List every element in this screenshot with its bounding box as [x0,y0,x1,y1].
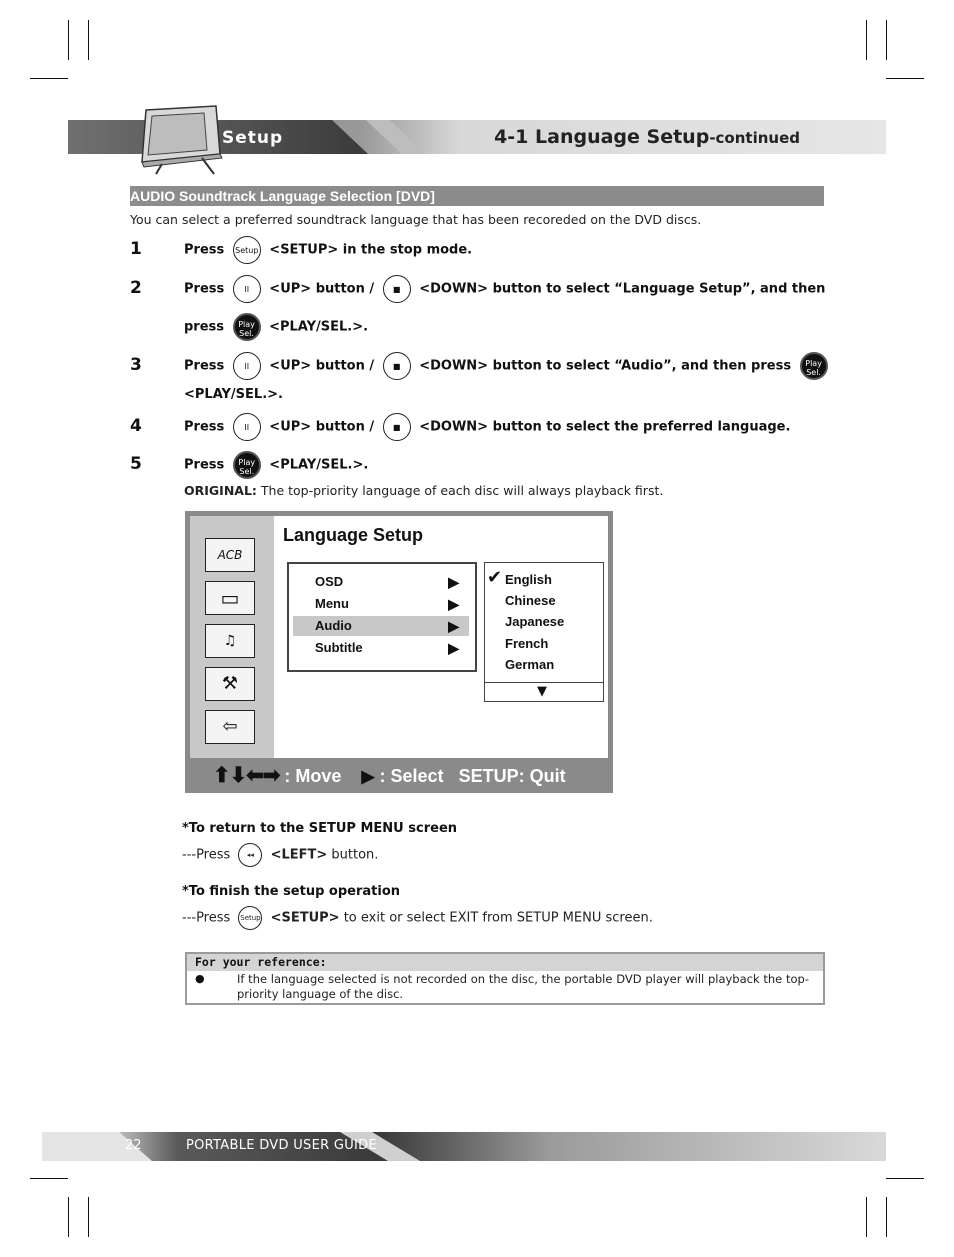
step-text: <DOWN> button to select “Audio”, and then press [419,358,792,374]
reference-title: For your reference: [187,954,823,971]
crop-mark [68,1197,69,1237]
list-divider [485,682,603,683]
step-text: <DOWN> button to select the preferred language. [419,419,791,435]
language-icon: ACB [205,538,255,572]
original-note [184,483,663,498]
step-number: 3 [130,355,142,375]
note-key: <LEFT> [270,847,328,863]
finish-note-heading: *To finish the setup operation [182,884,401,899]
crop-mark [30,78,68,79]
reference-box [185,952,825,1005]
step-text: Press [184,242,225,258]
language-item: German [505,657,555,672]
language-list [484,562,604,702]
step-text: <UP> button / [269,281,375,297]
crop-mark [866,20,867,60]
step-text: Press [184,457,225,473]
note-text: ---Press [182,910,231,926]
sel-label: Sel. [239,329,254,338]
note-text: to exit or select EXIT from SETUP MENU screen. [343,910,653,926]
menu-item-label: Audio [315,618,352,633]
chapter-title [494,126,800,148]
crop-mark [88,20,89,60]
step-text: press [184,319,225,335]
up-button-icon: II [233,352,261,380]
dvd-player-icon [132,104,224,176]
setup-button-icon: Setup [238,906,262,930]
tools-icon: ⚒ [205,667,255,701]
crop-mark [886,78,924,79]
step-text: <PLAY/SEL.>. [269,457,369,473]
menu-item-osd [293,572,469,592]
step-number: 4 [130,416,142,436]
down-button-icon: ■ [383,275,411,303]
up-button-icon: II [233,275,261,303]
step-text: <SETUP> in the stop mode. [269,242,473,258]
step-2-line [184,275,825,303]
menu-arrow-icon: ▶ [448,574,459,590]
step-text: <UP> button / [269,358,375,374]
language-item: English [505,572,552,587]
play-sel-button-icon [233,313,261,341]
menu-item-label: Menu [315,596,349,611]
return-note-line [182,843,378,867]
play-label: Play [238,458,256,467]
play-label: Play [238,320,255,329]
sel-label: Sel. [239,467,255,476]
menu-arrow-icon: ▶ [448,640,459,656]
select-label: : Select [379,766,444,786]
bullet-icon: ● [195,972,205,985]
step-text: Press [184,358,225,374]
crop-mark [886,1197,887,1237]
step-number: 2 [130,278,142,298]
menu-item-menu [293,594,469,614]
language-item: French [505,636,549,651]
section-heading: AUDIO Soundtrack Language Selection [DVD] [130,186,824,206]
menu-arrow-icon: ▶ [448,596,459,612]
original-label: ORIGINAL: [184,483,257,498]
osd-sidebar [190,516,274,758]
reference-text: If the language selected is not recorded on the disc, the portable DVD player will playback the top-priority language of the disc. [237,972,809,1001]
play-sel-button-icon [800,352,828,380]
setup-button-icon: Setup [233,236,261,264]
intro-text: You can select a preferred soundtrack language that has been recoreded on the DVD discs. [130,212,702,227]
crop-mark [886,1178,924,1179]
footer-band [42,1132,886,1161]
menu-item-audio [293,616,469,636]
crop-mark [886,20,887,60]
crop-mark [866,1197,867,1237]
osd-screen [190,516,608,758]
note-key: <SETUP> [270,910,340,926]
return-note-heading: *To return to the SETUP MENU screen [182,821,458,836]
osd-menu [287,562,477,672]
step-4-line [184,413,790,441]
step-text: <UP> button / [269,419,375,435]
step-2-line-2 [184,313,368,341]
original-text: The top-priority language of each disc will always playback first. [260,483,664,498]
exit-icon: ⇦ [205,710,255,744]
step-3-line [184,352,832,380]
step-number: 1 [130,239,142,259]
screen-icon: ▭ [205,581,255,615]
language-item: Japanese [505,614,565,629]
play-sel-button-icon [233,451,261,479]
note-text: ---Press [182,847,231,863]
quit-label: SETUP: Quit [458,766,566,786]
crop-mark [30,1178,68,1179]
step-5-line [184,451,368,479]
footer-title: PORTABLE DVD USER GUIDE [186,1138,378,1153]
play-label: Play [805,359,822,368]
scroll-down-icon: ▼ [537,684,547,699]
osd-illustration [185,511,613,793]
step-text: Press [184,281,225,297]
chapter-title-main: 4-1 Language Setup [494,126,710,148]
step-3-line-2 [184,387,283,402]
left-button-icon: ◂◂ [238,843,262,867]
direction-arrows-icon: ⬆⬇⬅➡ [213,764,280,787]
crop-mark [88,1197,89,1237]
section-label: Setup [222,128,284,148]
step-text: Press [184,419,225,435]
sel-label: Sel. [806,368,821,377]
menu-item-label: Subtitle [315,640,363,655]
language-item: Chinese [505,593,556,608]
down-button-icon: ■ [383,413,411,441]
select-arrow-icon: ▶ [361,767,375,786]
chapter-title-suffix: -continued [709,129,800,147]
step-text: <PLAY/SEL.>. [269,319,369,335]
menu-item-subtitle [293,638,469,658]
step-text: <DOWN> button to select “Language Setup”, and then [419,281,826,297]
step-text: <PLAY/SEL.>. [184,387,283,402]
finish-note-line [182,906,653,930]
page-number: 22 [125,1138,142,1153]
menu-item-label: OSD [315,574,344,589]
menu-arrow-icon: ▶ [448,618,459,634]
osd-footer [213,763,566,788]
down-button-icon: ■ [383,352,411,380]
move-label: : Move [284,766,342,786]
crop-mark [68,20,69,60]
osd-title: Language Setup [283,525,424,545]
step-1-line [184,236,472,264]
up-button-icon: II [233,413,261,441]
step-number: 5 [130,454,142,474]
note-text: button. [331,847,379,863]
audio-icon: ♫ [205,624,255,658]
check-icon: ✔ [487,567,503,588]
